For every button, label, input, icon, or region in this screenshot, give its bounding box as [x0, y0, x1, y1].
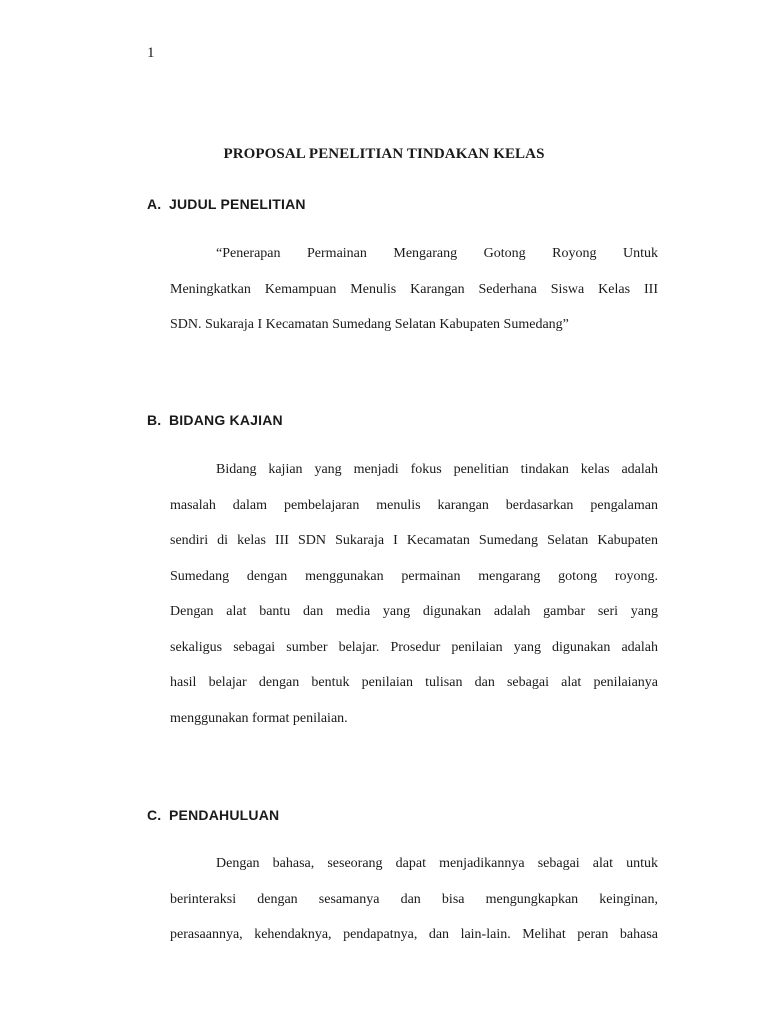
section-c-letter: C.	[147, 807, 162, 823]
paragraph-line: sendiri di kelas III SDN Sukaraja I Kecamatan Sumedang Selatan Kabupaten	[170, 533, 658, 548]
section-a-heading	[147, 196, 306, 212]
section-a-paragraph	[170, 236, 658, 343]
section-b-heading	[147, 412, 283, 428]
paragraph-line: “Penerapan Permainan Mengarang Gotong Royong Untuk	[216, 246, 658, 261]
section-a-title: JUDUL PENELITIAN	[169, 196, 306, 212]
section-c-heading	[147, 807, 279, 823]
paragraph-line: Bidang kajian yang menjadi fokus penelitian tindakan kelas adalah	[216, 462, 658, 477]
paragraph-line: masalah dalam pembelajaran menulis karangan berdasarkan pengalaman	[170, 497, 658, 513]
section-b-paragraph	[170, 452, 658, 736]
paragraph-line: perasaannya, kehendaknya, pendapatnya, dan lain-lain. Melihat peran bahasa	[170, 927, 658, 942]
paragraph-line: Meningkatkan Kemampuan Menulis Karangan Sederhana Siswa Kelas III	[170, 281, 658, 297]
page-number: 1	[147, 45, 155, 61]
paragraph-line: hasil belajar dengan bentuk penilaian tulisan dan sebagai alat penilaianya	[170, 675, 658, 690]
paragraph-line: menggunakan format penilaian.	[170, 710, 348, 726]
paragraph-line: Dengan bahasa, seseorang dapat menjadikannya sebagai alat untuk	[216, 856, 658, 871]
paragraph-line: SDN. Sukaraja I Kecamatan Sumedang Selatan Kabupaten Sumedang”	[170, 317, 569, 332]
section-c-paragraph	[170, 846, 658, 953]
section-c-title: PENDAHULUAN	[169, 807, 280, 823]
section-b-letter: B.	[147, 412, 162, 428]
paragraph-line: sekaligus sebagai sumber belajar. Prosedur penilaian yang digunakan adalah	[170, 639, 658, 655]
paragraph-line: Dengan alat bantu dan media yang digunakan adalah gambar seri yang	[170, 604, 658, 619]
document-title: PROPOSAL PENELITIAN TINDAKAN KELAS	[223, 146, 545, 162]
paragraph-line: berinteraksi dengan sesamanya dan bisa mengungkapkan keinginan,	[170, 891, 658, 907]
section-b-title: BIDANG KAJIAN	[169, 412, 283, 428]
paragraph-line: Sumedang dengan menggunakan permainan mengarang gotong royong.	[170, 568, 658, 584]
section-a-letter: A.	[147, 196, 162, 212]
